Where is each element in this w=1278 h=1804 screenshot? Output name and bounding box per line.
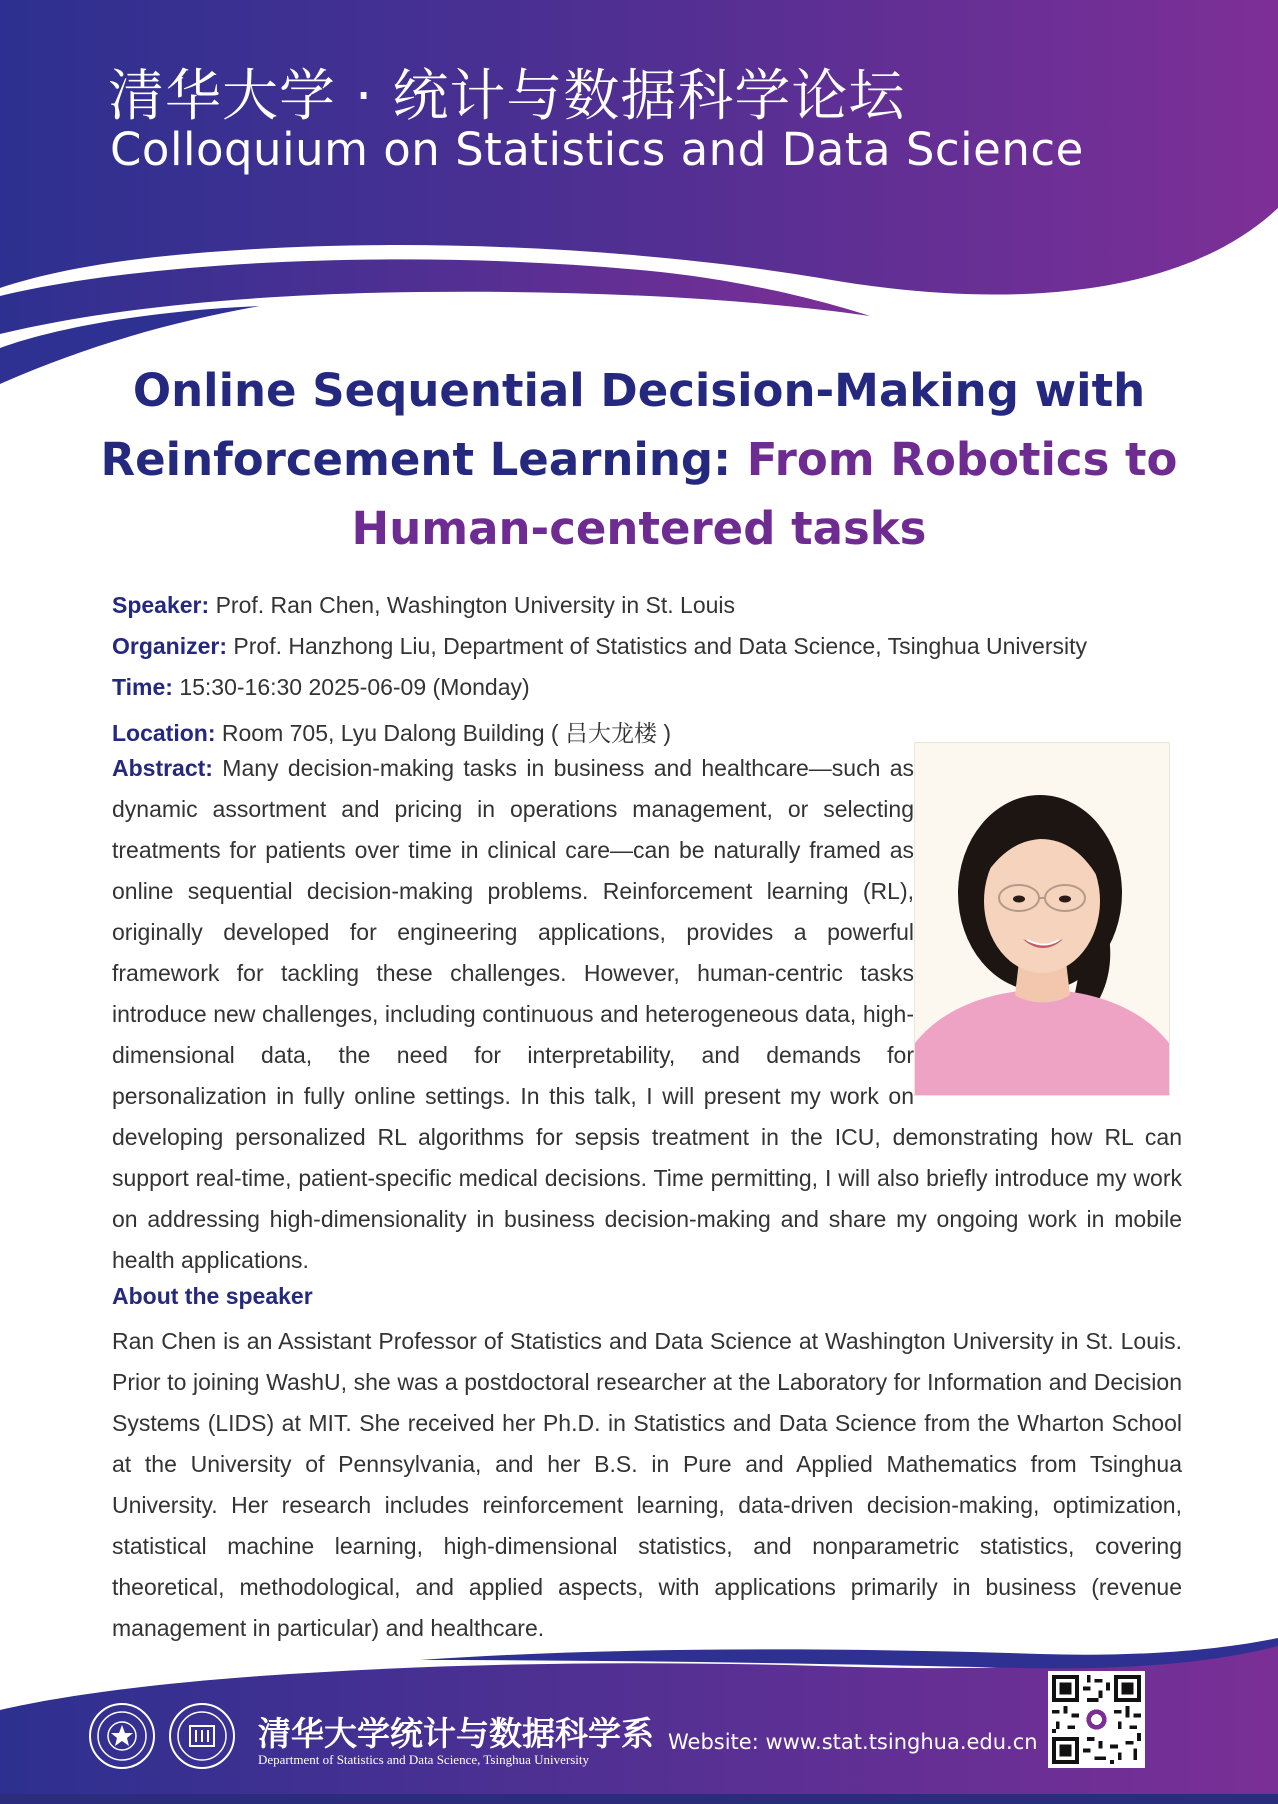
speaker-value: Prof. Ran Chen, Washington University in St. Louis xyxy=(215,592,736,618)
department-name-en: Department of Statistics and Data Science, Tsinghua University xyxy=(258,1752,589,1767)
header-title-en: Colloquium on Statistics and Data Science xyxy=(110,123,1084,176)
department-name-cn: 清华大学统计与数据科学系 xyxy=(258,1714,654,1753)
time-value: 15:30-16:30 2025-06-09 (Monday) xyxy=(179,674,530,700)
tsinghua-seal-icon xyxy=(88,1702,156,1770)
time-row xyxy=(112,674,1182,701)
about-speaker-heading: About the speaker xyxy=(112,1283,313,1309)
organizer-label: Organizer: xyxy=(112,633,228,659)
talk-title xyxy=(60,356,1218,563)
location-label: Location: xyxy=(112,720,216,746)
abstract-label: Abstract: xyxy=(112,755,213,781)
portrait-image xyxy=(915,743,1169,1095)
organizer-value: Prof. Hanzhong Liu, Department of Statistics and Data Science, Tsinghua University xyxy=(233,633,1087,659)
speaker-row xyxy=(112,592,1182,619)
talk-title-line2a: Reinforcement Learning: xyxy=(100,433,747,486)
organizer-row xyxy=(112,633,1182,660)
speaker-label: Speaker: xyxy=(112,592,210,618)
abstract-text: Many decision-making tasks in business and healthcare—such as dynamic assortment and pricing in operations management, or selecting treatments for patients over time in clinical care—can be naturally framed as online sequential decision-making problems. Reinforcement learning (RL), originally developed for engineering applications, provides a powerful framework for tackling these challenges. However, human-centric tasks introduce new challenges, including continuous and heterogeneous data, high-dimensional data, the need for interpretability, and demands for personalization in fully online settings. In this talk, I will present my work on developing personalized RL algorithms for sepsis treatment in the ICU, demonstrating how RL can support real-time, patient-specific medical decisions. Time permitting, I will also briefly introduce my work on addressing high-dimensionality in business decision-making and share my ongoing work in mobile health applications. xyxy=(112,755,1182,1273)
header-title-cn: 清华大学 · 统计与数据科学论坛 xyxy=(108,64,906,129)
talk-title-line1: Online Sequential Decision-Making with xyxy=(132,364,1146,417)
time-label: Time: xyxy=(112,674,173,700)
qr-code-pattern xyxy=(1048,1671,1145,1768)
speaker-photo xyxy=(914,742,1170,1096)
talk-title-line2b: From Robotics to xyxy=(746,433,1178,486)
location-value: Room 705, Lyu Dalong Building ( 吕大龙楼 ) xyxy=(221,720,672,746)
department-seal-icon xyxy=(168,1702,236,1770)
qr-code-icon xyxy=(1048,1671,1145,1768)
website-link[interactable]: Website: www.stat.tsinghua.edu.cn xyxy=(668,1730,1038,1754)
about-speaker-text: Ran Chen is an Assistant Professor of Statistics and Data Science at Washington University in St. Louis. Prior to joining WashU, she was a postdoctoral researcher at the Laboratory for Information and Decision Systems (LIDS) at MIT. She received her Ph.D. in Statistics and Data Science from the Wharton School at the University of Pennsylvania, and her B.S. in Pure and Applied Mathematics from Tsinghua University. Her research includes reinforcement learning, data-driven decision-making, optimization, statistical machine learning, high-dimensional statistics, and nonparametric statistics, covering theoretical, methodological, and applied aspects, with applications primarily in business (revenue management in particular) and healthcare. xyxy=(112,1328,1182,1641)
talk-title-line3: Human-centered tasks xyxy=(351,502,927,555)
